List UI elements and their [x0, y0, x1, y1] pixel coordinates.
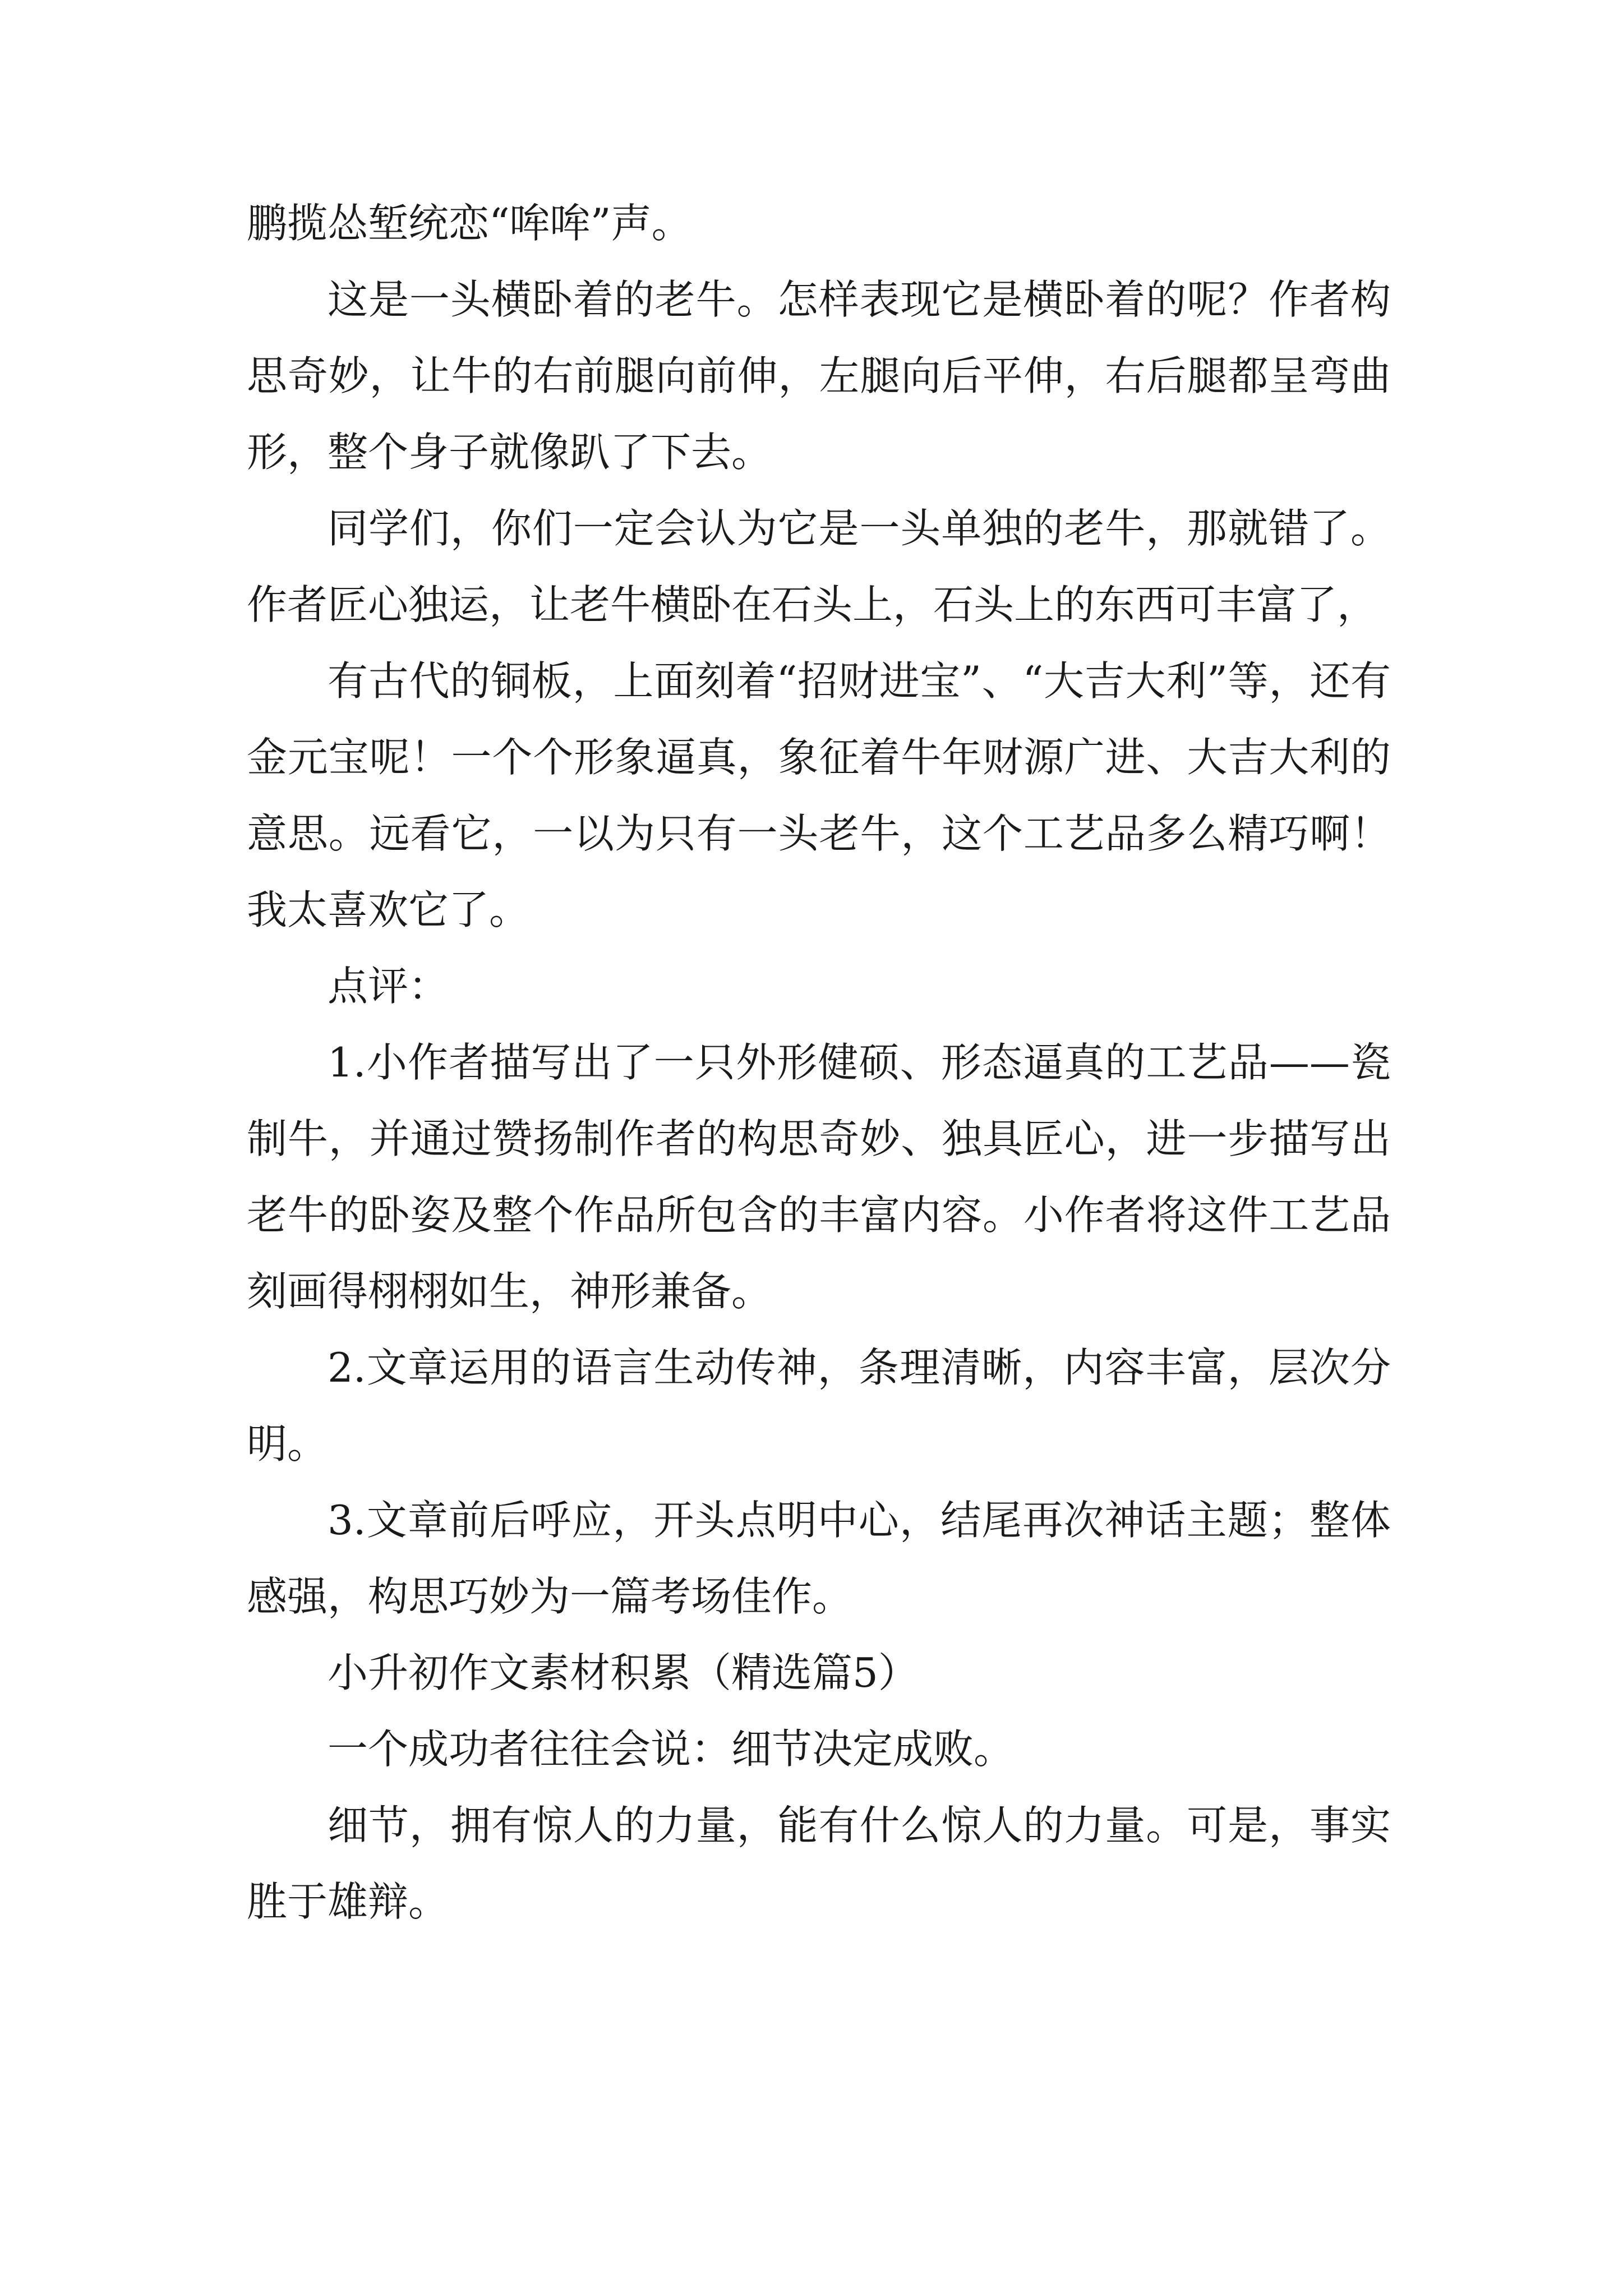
review-point-2: 2.文章运用的语言生动传神，条理清晰，内容丰富，层次分明。: [247, 1344, 1391, 1467]
paragraph-ox-posture: 这是一头横卧着的老牛。怎样表现它是横卧着的呢？作者构思奇妙，让牛的右前腿向前伸，左腿向后平伸，右后腿都呈弯曲形，整个身子就像趴了下去。: [247, 276, 1391, 476]
review-point-1: 1.小作者描写出了一只外形健硕、形态逼真的工艺品——瓷制牛，并通过赞扬制作者的构思奇妙、独具匠心，进一步描写出老牛的卧姿及整个作品所包含的丰富内容。小作者将这件工艺品刻画得栩栩如生，神形兼备。: [247, 1039, 1391, 1315]
review-heading: 点评：: [328, 963, 449, 1010]
paragraph-continuation: 鹏揽怂堑统恋“哞哞”声。: [247, 200, 692, 247]
paragraph-stone-base: 同学们，你们一定会认为它是一头单独的老牛，那就错了。作者匠心独运，让老牛横卧在石头上，石头上的东西可丰富了，: [247, 505, 1391, 628]
document-page: [247, 185, 1391, 1940]
review-point-3: 3.文章前后呼应，开头点明中心，结尾再次神话主题；整体感强，构思巧妙为一篇考场佳作。: [247, 1497, 1391, 1620]
paragraph-success-quote: 一个成功者往往会说：细节决定成败。: [328, 1726, 1015, 1773]
paragraph-coins: 有古代的铜板，上面刻着“招财进宝”、“大吉大利”等，还有金元宝呢！一个个形象逼真，象征着牛年财源广进、大吉大利的意思。远看它，一以为只有一头老牛，这个工艺品多么精巧啊！我太喜欢它了。: [247, 657, 1391, 933]
section-title: 小升初作文素材积累（精选篇5）: [328, 1649, 919, 1696]
paragraph-detail-power: 细节，拥有惊人的力量，能有什么惊人的力量。可是，事实胜于雄辩。: [247, 1802, 1391, 1925]
